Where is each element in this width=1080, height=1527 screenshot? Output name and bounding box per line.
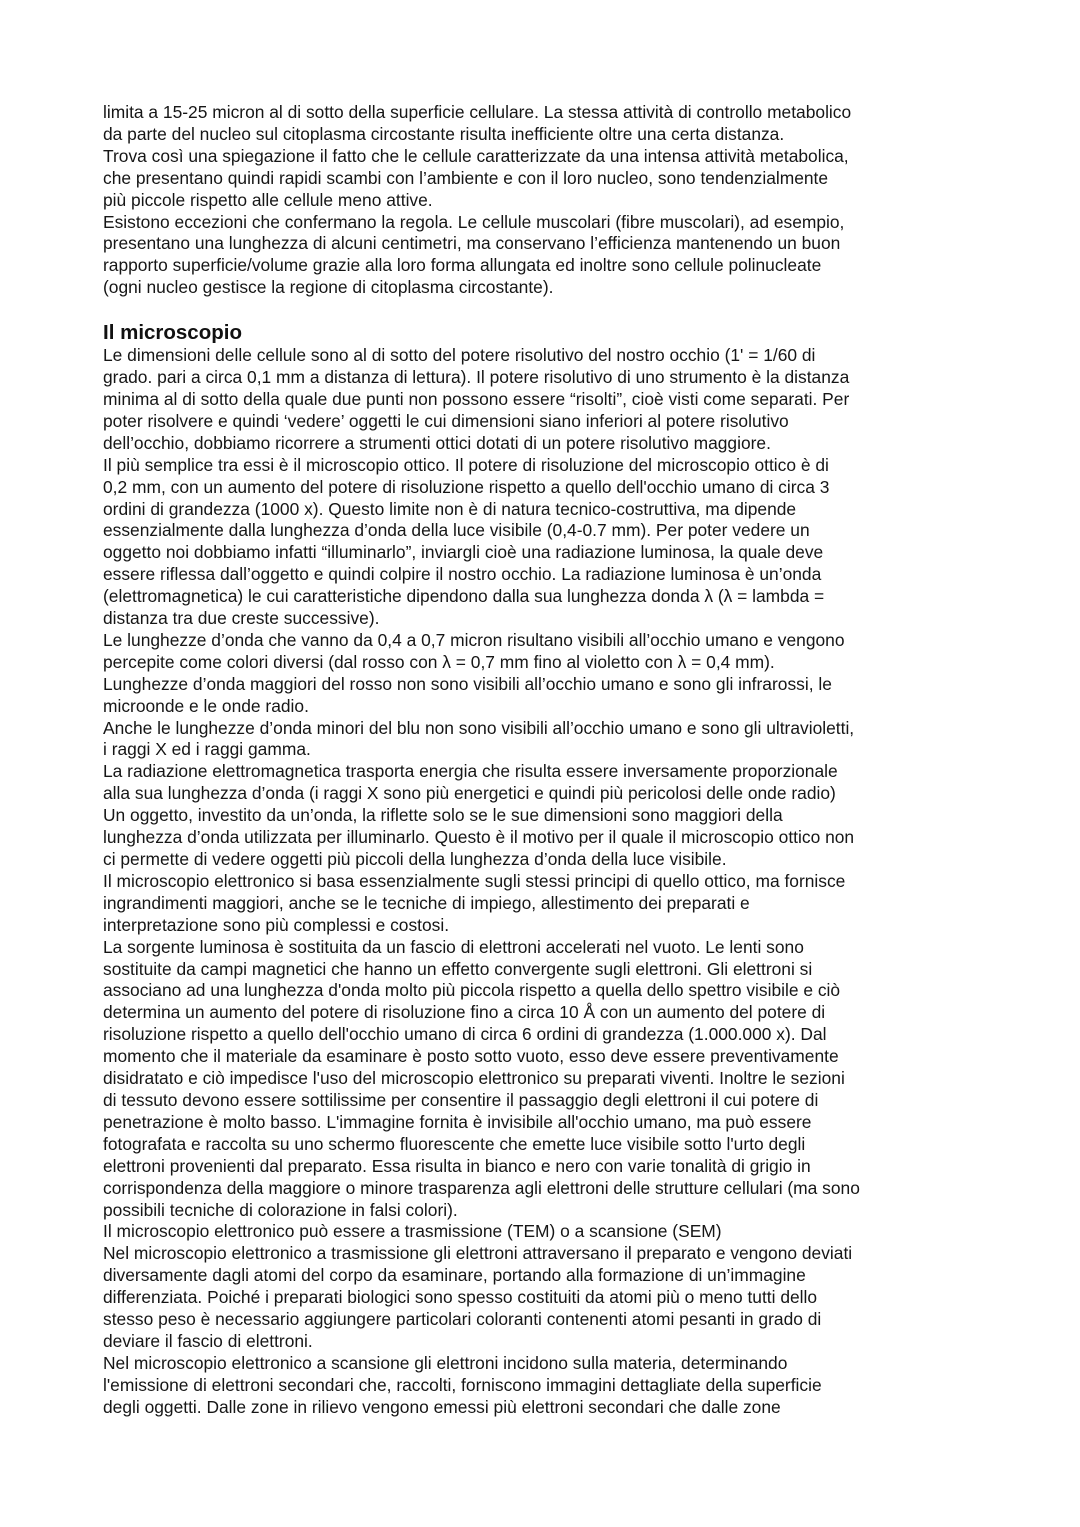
paragraph [103, 345, 983, 455]
text-line: La sorgente luminosa è sostituita da un fascio di elettroni accelerati nel vuoto. Le lenti sono [103, 936, 804, 957]
text-line: ingrandimenti maggiori, anche se le tecniche di impiego, allestimento dei preparati e [103, 892, 750, 913]
text-line: corrispondenza della maggiore o minore trasparenza agli elettroni delle strutture cellulari (ma sono [103, 1177, 860, 1198]
text-line: (elettromagnetica) le cui caratteristiche dipendono dalla sua lunghezza donda λ (λ = lambda = [103, 586, 825, 607]
paragraph [103, 718, 983, 762]
text-line: Anche le lunghezze d’onda minori del blu non sono visibili all’occhio umano e sono gli ultravioletti, [103, 717, 855, 738]
paragraph [103, 102, 983, 146]
text-line: essere riflessa dall’oggetto e quindi colpire il nostro occhio. La radiazione luminosa è un’onda [103, 564, 822, 585]
intro-text [103, 102, 983, 299]
text-line: degli oggetti. Dalle zone in rilievo vengono emessi più elettroni secondari che dalle zone [103, 1396, 781, 1417]
text-line: limita a 15-25 micron al di sotto della superficie cellulare. La stessa attività di controllo metabolico [103, 102, 852, 122]
section-body [103, 345, 983, 1418]
text-line: minima al di sotto della quale due punti non possono essere “risolti”, cioè visti come separati. Per [103, 388, 850, 409]
text-line: presentano una lunghezza di alcuni centimetri, ma conservano l’efficienza mantenendo un buon [103, 233, 841, 254]
text-line: interpretazione sono più complessi e costosi. [103, 914, 450, 935]
text-line: fotografata e raccolta su uno schermo fluorescente che emette luce visibile sotto l'urto degli [103, 1133, 806, 1154]
text-line: ordini di grandezza (1000 x). Questo limite non è di natura tecnico-costruttiva, ma dipende [103, 498, 797, 519]
text-line: più piccole rispetto alle cellule meno attive. [103, 189, 433, 210]
text-line: deviare il fascio di elettroni. [103, 1330, 313, 1351]
text-line: che presentano quindi rapidi scambi con l’ambiente e con il loro nucleo, sono tendenzialmente [103, 167, 829, 188]
text-line: l'emissione di elettroni secondari che, raccolti, forniscono immagini dettagliate della superficie [103, 1374, 822, 1395]
text-line: stesso peso è necessario aggiungere particolari coloranti contenenti atomi pesanti in grado di [103, 1309, 822, 1330]
text-line: lunghezza d’onda utilizzata per illuminarlo. Questo è il motivo per il quale il microscopio ottico non [103, 827, 855, 848]
paragraph [103, 146, 983, 212]
text-line: diversamente dagli atomi del corpo da esaminare, portando alla formazione di un’immagine [103, 1265, 806, 1286]
section-title: Il microscopio [103, 321, 242, 345]
text-line: sostituite da campi magnetici che hanno un effetto convergente sugli elettroni. Gli elettroni si [103, 958, 813, 979]
text-line: di tessuto devono essere sottilissime per consentire il passaggio degli elettroni il cui potere di [103, 1089, 819, 1110]
paragraph [103, 805, 983, 871]
text-line: La radiazione elettromagnetica trasporta energia che risulta essere inversamente proporzionale [103, 761, 838, 782]
paragraph [103, 937, 983, 1222]
text-line: dell’occhio, dobbiamo ricorrere a strumenti ottici dotati di un potere risolutivo maggiore. [103, 432, 771, 453]
text-line: i raggi X ed i raggi gamma. [103, 739, 311, 760]
document-page [103, 102, 983, 1419]
text-line: Nel microscopio elettronico a scansione gli elettroni incidono sulla materia, determinando [103, 1352, 788, 1373]
text-line: Il microscopio elettronico si basa essenzialmente sugli stessi principi di quello ottico, ma fornisce [103, 870, 846, 891]
paragraph [103, 1243, 983, 1353]
text-line: Il più semplice tra essi è il microscopio ottico. Il potere di risoluzione del microscopio ottico è di [103, 454, 829, 475]
text-line: microonde e le onde radio. [103, 695, 309, 716]
spacer [103, 299, 983, 321]
text-line: differenziata. Poiché i preparati biologici sono spesso costituiti da atomi più o meno tutti dello [103, 1287, 818, 1308]
text-line: determina un aumento del potere di risoluzione fino a circa 10 Å con un aumento del potere di [103, 1002, 826, 1023]
text-line: penetrazione è molto basso. L'immagine fornita è invisibile all'occhio umano, ma può essere [103, 1111, 812, 1132]
text-line: possibili tecniche di colorazione in falsi colori). [103, 1199, 458, 1220]
text-line: associano ad una lunghezza d'onda molto più piccola rispetto a quella dello spettro visibile e ciò [103, 980, 841, 1001]
text-line: Trova così una spiegazione il fatto che le cellule caratterizzate da una intensa attività metabolica, [103, 145, 849, 166]
text-line: da parte del nucleo sul citoplasma circostante risulta inefficiente oltre una certa distanza. [103, 123, 785, 144]
text-line: momento che il materiale da esaminare è posto sotto vuoto, esso deve essere preventivamente [103, 1046, 839, 1067]
text-line: Il microscopio elettronico può essere a trasmissione (TEM) o a scansione (SEM) [103, 1221, 722, 1242]
text-line: Nel microscopio elettronico a trasmissione gli elettroni attraversano il preparato e vengono deviati [103, 1243, 853, 1264]
text-line: 0,2 mm, con un aumento del potere di risoluzione rispetto a quello dell'occhio umano di circa 3 [103, 476, 830, 497]
text-line: Le dimensioni delle cellule sono al di sotto del potere risolutivo del nostro occhio (1' = 1/60 di [103, 345, 816, 366]
text-line: Le lunghezze d’onda che vanno da 0,4 a 0,7 micron risultano visibili all’occhio umano e vengono [103, 629, 845, 650]
text-line: grado. pari a circa 0,1 mm a distanza di lettura). Il potere risolutivo di uno strumento è la distanza [103, 367, 850, 388]
text-line: Un oggetto, investito da un’onda, la riflette solo se le sue dimensioni sono maggiori della [103, 805, 783, 826]
text-line: ci permette di vedere oggetti più piccoli della lunghezza d’onda della luce visibile. [103, 849, 727, 869]
text-line: (ogni nucleo gestisce la regione di citoplasma circostante). [103, 277, 554, 298]
text-line: oggetto noi dobbiamo infatti “illuminarlo”, inviargli cioè una radiazione luminosa, la quale deve [103, 542, 824, 563]
text-line: poter risolvere e quindi ‘vedere’ oggetti le cui dimensioni siano inferiori al potere risolutivo [103, 410, 789, 431]
paragraph [103, 761, 983, 805]
paragraph [103, 871, 983, 937]
paragraph [103, 212, 983, 300]
text-line: Esistono eccezioni che confermano la regola. Le cellule muscolari (fibre muscolari), ad esempio, [103, 211, 845, 232]
text-line: elettroni provenienti dal preparato. Essa risulta in bianco e nero con varie tonalità di grigio in [103, 1155, 811, 1176]
paragraph [103, 630, 983, 674]
text-line: percepite come colori diversi (dal rosso con λ = 0,7 mm fino al violetto con λ = 0,4 mm). [103, 651, 775, 672]
text-line: risoluzione rispetto a quello dell'occhio umano di circa 6 ordini di grandezza (1.000.000 x). Dal [103, 1024, 827, 1045]
text-line: rapporto superficie/volume grazie alla loro forma allungata ed inoltre sono cellule polinucleate [103, 255, 822, 276]
paragraph [103, 1353, 983, 1419]
text-line: essenzialmente dalla lunghezza d’onda della luce visibile (0,4-0.7 mm). Per poter vedere un [103, 520, 810, 541]
text-line: distanza tra due creste successive). [103, 608, 380, 629]
paragraph [103, 455, 983, 630]
text-line: Lunghezze d’onda maggiori del rosso non sono visibili all’occhio umano e sono gli infrarossi, le [103, 673, 832, 694]
text-line: disidratato e ciò impedisce l'uso del microscopio elettronico su preparati viventi. Inoltre le sezioni [103, 1068, 845, 1089]
text-line: alla sua lunghezza d’onda (i raggi X sono più energetici e quindi più pericolosi delle onde radio) [103, 783, 836, 804]
paragraph [103, 674, 983, 718]
paragraph [103, 1221, 983, 1243]
